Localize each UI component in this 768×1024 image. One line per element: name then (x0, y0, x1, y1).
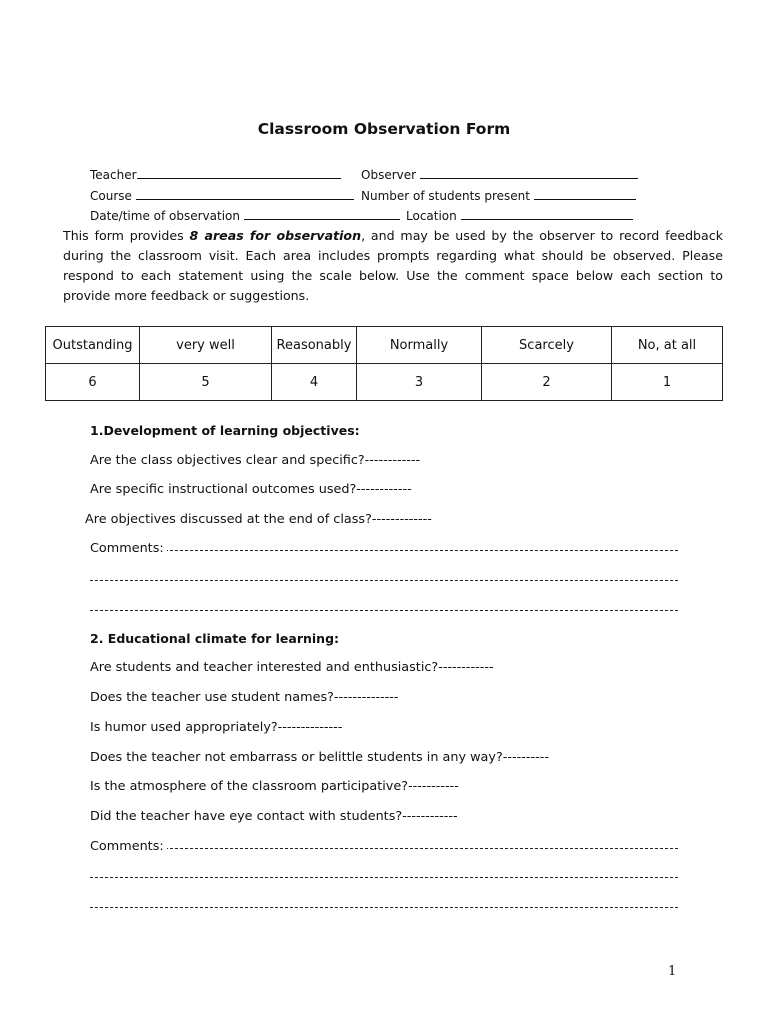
field-row-1 (90, 165, 650, 183)
scale-value-cell: 4 (272, 364, 357, 401)
course-field[interactable] (90, 186, 354, 205)
observer-label: Observer (361, 168, 417, 182)
page-number: 1 (668, 964, 677, 979)
location-field[interactable] (406, 206, 633, 225)
course-label: Course (90, 189, 132, 203)
location-label: Location (406, 209, 457, 223)
location-blank[interactable] (461, 206, 633, 220)
section-1-question[interactable]: Are objectives discussed at the end of class?------------- (85, 512, 432, 527)
datetime-label: Date/time of observation (90, 209, 240, 223)
scale-label-cell: Outstanding (46, 327, 140, 364)
scale-value-cell: 6 (46, 364, 140, 401)
rating-scale-table (45, 326, 723, 401)
scale-label-cell: Reasonably (272, 327, 357, 364)
scale-value-cell: 5 (140, 364, 272, 401)
num-students-label: Number of students present (361, 189, 530, 203)
num-students-blank[interactable] (534, 186, 636, 200)
scale-value-row (46, 364, 723, 401)
scale-label-cell: No, at all (612, 327, 723, 364)
scale-label-row (46, 327, 723, 364)
teacher-blank[interactable] (137, 165, 341, 179)
section-2-question[interactable]: Is the atmosphere of the classroom participative?----------- (90, 779, 459, 794)
comment-line[interactable] (90, 848, 678, 849)
intro-text-rest: , and may be used by the observer to record feedback during the classroom visit. Each area includes prompts regarding what should be observed. Please respond to each statement using the scale below. Use the comment space below each section to provide more feedback or suggestions. (63, 228, 723, 303)
form-title: Classroom Observation Form (257, 120, 511, 138)
comment-line[interactable] (90, 877, 678, 878)
section-2-comments-label: Comments: (90, 839, 167, 854)
course-blank[interactable] (136, 186, 354, 200)
scale-value-cell: 2 (482, 364, 612, 401)
section-1-question[interactable]: Are the class objectives clear and specific?------------ (90, 453, 421, 468)
section-2-question[interactable]: Does the teacher use student names?-------------- (90, 690, 399, 705)
comment-line[interactable] (90, 610, 678, 611)
scale-label-cell: Scarcely (482, 327, 612, 364)
scale-label-cell: very well (140, 327, 272, 364)
comment-line[interactable] (90, 580, 678, 581)
scale-value-cell: 1 (612, 364, 723, 401)
num-students-field[interactable] (361, 186, 636, 205)
section-2-question[interactable]: Is humor used appropriately?-------------- (90, 720, 343, 735)
observer-field[interactable] (361, 165, 638, 184)
datetime-field[interactable] (90, 206, 400, 225)
scale-label-cell: Normally (357, 327, 482, 364)
teacher-field[interactable] (90, 165, 341, 184)
datetime-blank[interactable] (244, 206, 400, 220)
intro-paragraph (63, 226, 723, 306)
section-2-question[interactable]: Does the teacher not embarrass or belittle students in any way?---------- (90, 750, 549, 765)
comment-line[interactable] (90, 907, 678, 908)
observer-blank[interactable] (420, 165, 638, 179)
intro-emphasis: 8 areas for observation (189, 228, 362, 243)
section-1-comments-label: Comments: (90, 541, 167, 556)
teacher-label: Teacher (90, 168, 137, 182)
section-2-question[interactable]: Are students and teacher interested and enthusiastic?------------ (90, 660, 494, 675)
section-1-question[interactable]: Are specific instructional outcomes used?------------ (90, 482, 412, 497)
field-row-2 (90, 186, 650, 204)
section-2-heading: 2. Educational climate for learning: (90, 631, 340, 646)
intro-text-start: This form provides (63, 228, 190, 243)
scale-value-cell: 3 (357, 364, 482, 401)
comment-line[interactable] (90, 550, 678, 551)
section-1-heading: 1.Development of learning objectives: (90, 423, 360, 438)
field-row-3 (90, 206, 650, 224)
section-2-question[interactable]: Did the teacher have eye contact with students?------------ (90, 809, 458, 824)
